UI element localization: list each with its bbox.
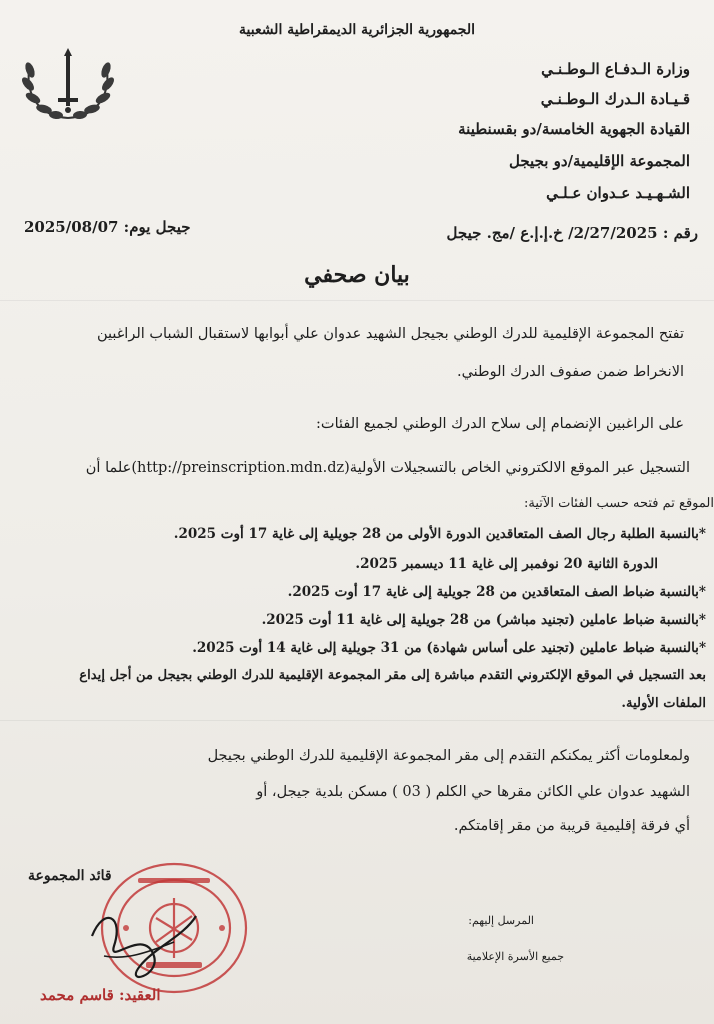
registration-paragraph-line: الموقع تم فتحه حسب الفئات الآتية: (524, 496, 714, 511)
region-line: القيادة الجهوية الخامسة/دو بقسنطينة (458, 120, 690, 138)
page-title: بيان صحفي (304, 262, 410, 288)
intro-paragraph-line: الانخراط ضمن صفوف الدرك الوطني. (456, 364, 684, 380)
paper-fold-line (0, 300, 714, 301)
paper-fold-line (0, 720, 714, 721)
registration-paragraph-line: التسجيل عبر الموقع الالكتروني الخاص بالتسجيلات الأولية(http://preinscription.mdn.dz)علما أن (85, 460, 690, 476)
group-commander-label: قائد المجموعة (28, 868, 112, 884)
info-paragraph-line: أي فرقة إقليمية قريبة من مقر إقامتكم. (453, 818, 690, 834)
after-registration-line: الملفات الأولية. (621, 696, 706, 711)
handwritten-signature-icon (84, 896, 204, 996)
category-item: *بالنسبة ضباط عاملين (تجنيد مباشر) من 28 جويلية إلى غاية 11 أوت 2025. (261, 612, 706, 628)
category-item: *بالنسبة ضباط عاملين (تجنيد على أساس شهادة) من 31 جويلية إلى غاية 14 أوت 2025. (192, 640, 706, 656)
ministry-line: وزارة الـدفـاع الـوطـنـي (541, 60, 690, 78)
reference-number: رقم : 2/27/2025/ خ.إ.إ.ع /مج. جيجل (446, 224, 698, 242)
document-date: جيجل يوم: 2025/08/07 (24, 218, 191, 236)
martyr-line: الشـهـيـد عـدوان عـلـي (546, 184, 690, 202)
intro-paragraph-line: تفتح المجموعة الإقليمية للدرك الوطني بجيجل الشهيد عدوان علي أبوابها لاستقبال الشباب الراغبين (96, 326, 684, 342)
gendarmerie-emblem-icon (16, 46, 120, 126)
info-paragraph-line: الشهيد عدوان علي الكائن مقرها حي الكلم ( 03 ) مسكن بلدية جيجل، أو (256, 784, 690, 800)
category-item: *بالنسبة الطلبة رجال الصف المتعاقدين الدورة الأولى من 28 جويلية إلى غاية 17 أوت 2025. (173, 526, 706, 542)
commander-name: العقيد: قاسم محمد (40, 986, 161, 1004)
group-line: المجموعة الإقليمية/دو بجيجل (509, 152, 690, 170)
republic-heading: الجمهورية الجزائرية الديمقراطية الشعبية (238, 22, 475, 38)
category-item: الدورة الثانية 20 نوفمبر إلى غاية 11 ديسمبر 2025. (355, 556, 658, 572)
command-line: قـيـادة الـدرك الـوطـنـي (540, 90, 690, 108)
after-registration-line: بعد التسجيل في الموقع الإلكتروني التقدم مباشرة إلى مقر المجموعة الإقليمية للدرك الوطني بجيجل من أجل إيداع (79, 668, 706, 683)
category-item: *بالنسبة ضباط الصف المتعاقدين من 28 جويلية إلى غاية 17 أوت 2025. (287, 584, 706, 600)
recipients-value: جميع الأسرة الإعلامية (466, 950, 564, 963)
recipients-label: المرسل إليهم: (468, 914, 534, 927)
eligibility-paragraph: على الراغبين الإنضمام إلى سلاح الدرك الوطني لجميع الفئات: (316, 416, 684, 432)
info-paragraph-line: ولمعلومات أكثر يمكنكم التقدم إلى مقر المجموعة الإقليمية للدرك الوطني بجيجل (207, 748, 690, 764)
